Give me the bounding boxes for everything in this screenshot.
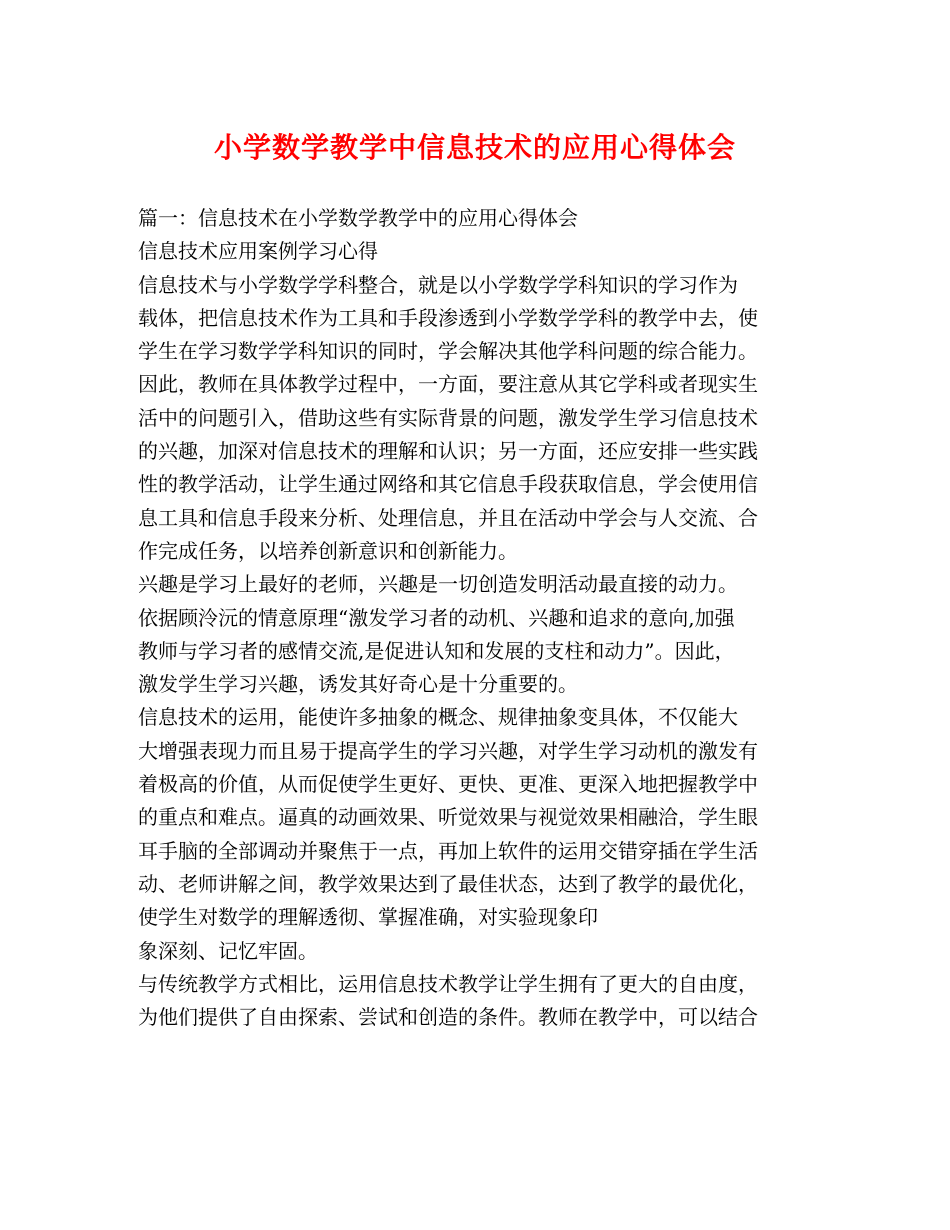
text-line: 活中的问题引入，借助这些有实际背景的问题，激发学生学习信息技术 [138,405,758,430]
text-line: 载体，把信息技术作为工具和手段渗透到小学数学学科的教学中去，使 [138,305,758,330]
text-line: 的重点和难点。逼真的动画效果、听觉效果与视觉效果相融洽，学生眼 [138,805,758,830]
text-line: 象深刻、记忆牢固。 [138,938,318,963]
text-line: 兴趣是学习上最好的老师，兴趣是一切创造发明活动最直接的动力。 [138,572,738,597]
text-line: 依据顾泠沅的情意原理“激发学习者的动机、兴趣和追求的意向,加强 [138,605,735,630]
text-line: 大增强表现力而且易于提高学生的学习兴趣，对学生学习动机的激发有 [138,738,758,763]
text-line: 性的教学活动，让学生通过网络和其它信息手段获取信息，学会使用信 [138,472,758,497]
text-line: 信息技术的运用，能使许多抽象的概念、规律抽象变具体，不仅能大 [138,705,738,730]
text-line: 息工具和信息手段来分析、处理信息，并且在活动中学会与人交流、合 [138,505,758,530]
text-line: 着极高的价值，从而促使学生更好、更快、更准、更深入地把握教学中 [138,772,758,797]
text-line: 信息技术应用案例学习心得 [138,239,378,264]
text-line: 激发学生学习兴趣，诱发其好奇心是十分重要的。 [138,672,578,697]
document-body [138,202,828,1034]
text-line: 耳手脑的全部调动并聚焦于一点，再加上软件的运用交错穿插在学生活 [138,838,758,863]
text-line: 教师与学习者的感情交流,是促进认知和发展的支柱和动力”。因此， [138,638,735,663]
text-line: 使学生对数学的理解透彻、掌握准确，对实验现象印 [138,905,598,930]
text-line: 作完成任务，以培养创新意识和创新能力。 [138,538,518,563]
text-line: 因此，教师在具体教学过程中，一方面，要注意从其它学科或者现实生 [138,372,758,397]
text-line: 与传统教学方式相比，运用信息技术教学让学生拥有了更大的自由度， [138,971,758,996]
text-line: 篇一：信息技术在小学数学教学中的应用心得体会 [138,206,578,230]
document-title: 小学数学教学中信息技术的应用心得体会 [213,131,736,164]
text-line: 信息技术与小学数学学科整合，就是以小学数学学科知识的学习作为 [138,272,738,297]
text-line: 学生在学习数学学科知识的同时，学会解决其他学科问题的综合能力。 [138,339,758,364]
text-line: 为他们提供了自由探索、尝试和创造的条件。教师在教学中，可以结合 [138,1005,758,1030]
text-line: 的兴趣，加深对信息技术的理解和认识；另一方面，还应安排一些实践 [138,439,758,464]
text-line: 动、老师讲解之间，教学效果达到了最佳状态，达到了教学的最优化， [138,871,758,896]
